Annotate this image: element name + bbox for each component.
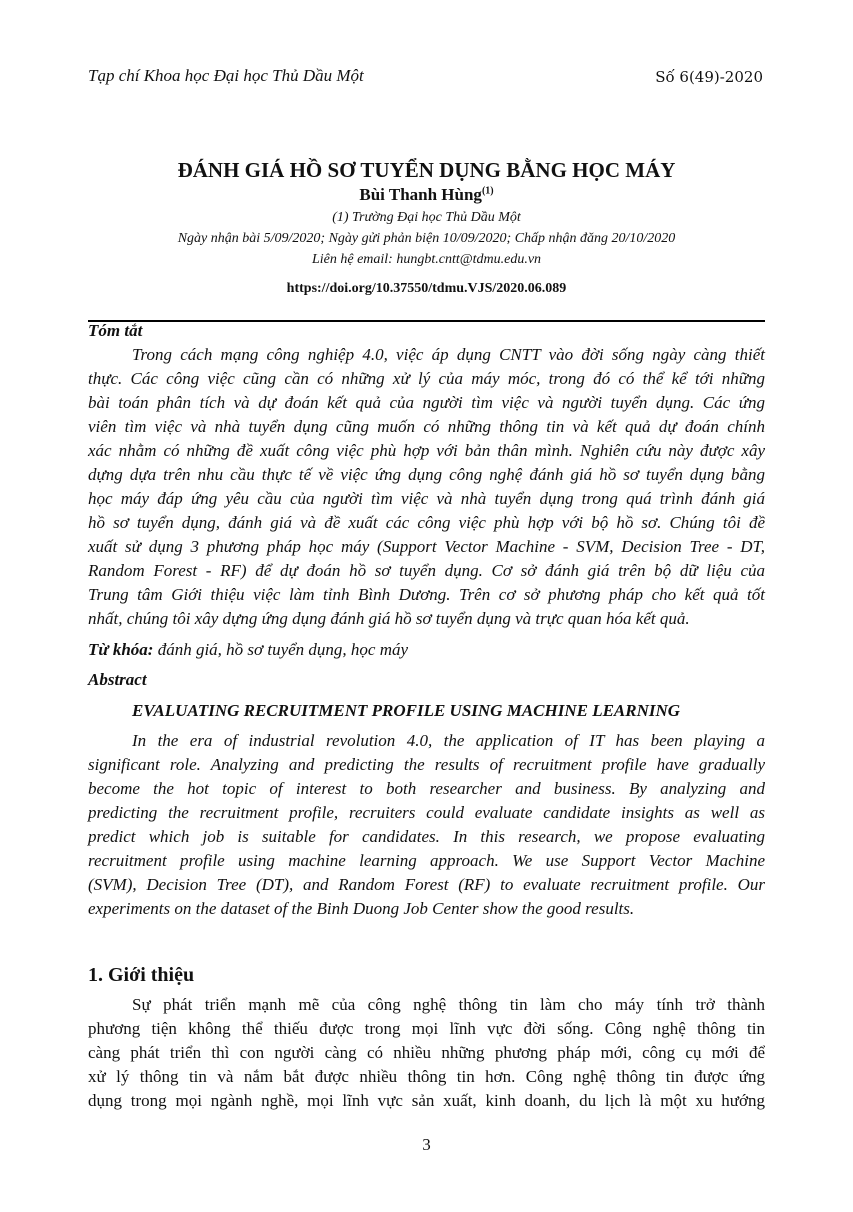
intro-section xyxy=(88,963,765,1113)
summary-heading: Tóm tắt xyxy=(88,321,143,340)
text-line: nhất, chúng tôi xây dựng ứng dụng đánh giá hồ sơ tuyển dụng và trực quan hóa kết quả. xyxy=(88,609,690,628)
text-line: phương tiện không thể thiếu được trong mọi lĩnh vực đời sống. Công nghệ thông tin xyxy=(88,1019,765,1038)
text-line: thực. Các công việc cũng cần có những xử lý của máy móc, trong đó có thể kể tới những xyxy=(88,369,765,388)
text-line: recruitment profile using machine learning approach. We use Support Vector Machine xyxy=(88,851,765,870)
text-line: hồ sơ tuyển dụng, đánh giá và đề xuất các công việc phù hợp với bộ hồ sơ. Chúng tôi đề xyxy=(88,513,765,532)
contact-email[interactable]: Liên hệ email: hungbt.cntt@tdmu.edu.vn xyxy=(311,252,542,267)
text-line: In the era of industrial revolution 4.0, the application of IT has been playing a xyxy=(132,731,765,750)
keywords-value: đánh giá, hồ sơ tuyển dụng, học máy xyxy=(153,640,409,659)
text-line: dụng trong mọi ngành nghề, mọi lĩnh vực sản xuất, kinh doanh, du lịch là một xu hướng xyxy=(88,1091,765,1110)
abstract-heading: Abstract xyxy=(88,670,147,689)
text-line: xác nhằm có những đề xuất công việc phù hợp với bản thân mình. Nghiên cứu này được xây xyxy=(88,441,765,460)
text-line: Sự phát triển mạnh mẽ của công nghệ thông tin làm cho máy tính trở thành xyxy=(132,995,765,1014)
text-line: xuất sử dụng 3 phương pháp học máy (Support Vector Machine - SVM, Decision Tree - DT, xyxy=(88,537,765,556)
text-line: bài toán phân tích và dự đoán kết quả của người tìm việc và người tuyển dụng. Các ứng xyxy=(88,393,765,412)
intro-heading: 1. Giới thiệu xyxy=(88,964,195,986)
text-line: become the hot topic of interest to both researcher and business. By analyzing and xyxy=(88,779,765,798)
affiliation: (1) Trường Đại học Thủ Dầu Một xyxy=(332,210,521,225)
issue-number: Số 6(49)-2020 xyxy=(655,68,763,86)
text-line: dựng dựa trên nhu cầu thực tế về việc ứng dụng công nghệ đánh giá hồ sơ tuyển dụng bằng xyxy=(88,465,765,484)
submission-dates: Ngày nhận bài 5/09/2020; Ngày gửi phản biện 10/09/2020; Chấp nhận đăng 20/10/2020 xyxy=(177,231,676,246)
author-affiliation-mark: (1) xyxy=(481,185,494,197)
text-line: Trong cách mạng công nghiệp 4.0, việc áp dụng CNTT vào đời sống ngày càng thiết xyxy=(132,345,765,364)
keywords-label: Từ khóa: xyxy=(88,640,154,659)
summary-section xyxy=(88,319,765,921)
text-line: viên tìm việc và nhà tuyển dụng cũng muốn có những thông tin và kết quả dự đoán chính xyxy=(88,417,765,436)
keywords xyxy=(88,638,765,662)
text-line: significant role. Analyzing and predicting the results of recruitment profile have gradually xyxy=(88,755,765,774)
intro-text xyxy=(88,993,765,1113)
abstract-title: EVALUATING RECRUITMENT PROFILE USING MACHINE LEARNING xyxy=(132,701,681,720)
text-line: học máy đáp ứng yêu cầu của người tìm việc và nhà tuyển dụng trong quá trình đánh giá xyxy=(88,489,765,508)
text-line: Trung tâm Giới thiệu việc làm tỉnh Bình Dương. Trên cơ sở phương pháp cho kết quả tốt xyxy=(88,585,765,604)
abstract-text xyxy=(88,729,765,921)
text-line: xử lý thông tin và nắm bắt được nhiều thông tin hơn. Công nghệ thông tin được ứng xyxy=(88,1067,765,1086)
journal-name: Tạp chí Khoa học Đại học Thủ Dầu Một xyxy=(88,66,364,85)
paper-title: ĐÁNH GIÁ HỒ SƠ TUYỂN DỤNG BẰNG HỌC MÁY xyxy=(177,158,676,182)
page-number: 3 xyxy=(422,1135,431,1154)
text-line: Random Forest - RF) để dự đoán hồ sơ tuyển dụng. Cơ sở đánh giá trên bộ dữ liệu của xyxy=(88,561,765,580)
author xyxy=(88,185,765,205)
author-name: Bùi Thanh Hùng xyxy=(359,185,482,204)
summary-text xyxy=(88,343,765,631)
text-line: experiments on the dataset of the Binh Duong Job Center show the good results. xyxy=(88,899,635,918)
text-line: càng phát triển thì con người càng có nhiều những phương pháp mới, công cụ mới để xyxy=(88,1043,765,1062)
doi-link[interactable]: https://doi.org/10.37550/tdmu.VJS/2020.06.089 xyxy=(286,281,567,296)
text-line: predicting the recruitment profile, recruiters could evaluate candidate insights as well as xyxy=(88,803,765,822)
text-line: predict which job is suitable for candidates. In this research, we propose evaluating xyxy=(88,827,765,846)
text-line: (SVM), Decision Tree (DT), and Random Forest (RF) to evaluate recruitment profile. Our xyxy=(88,875,765,894)
